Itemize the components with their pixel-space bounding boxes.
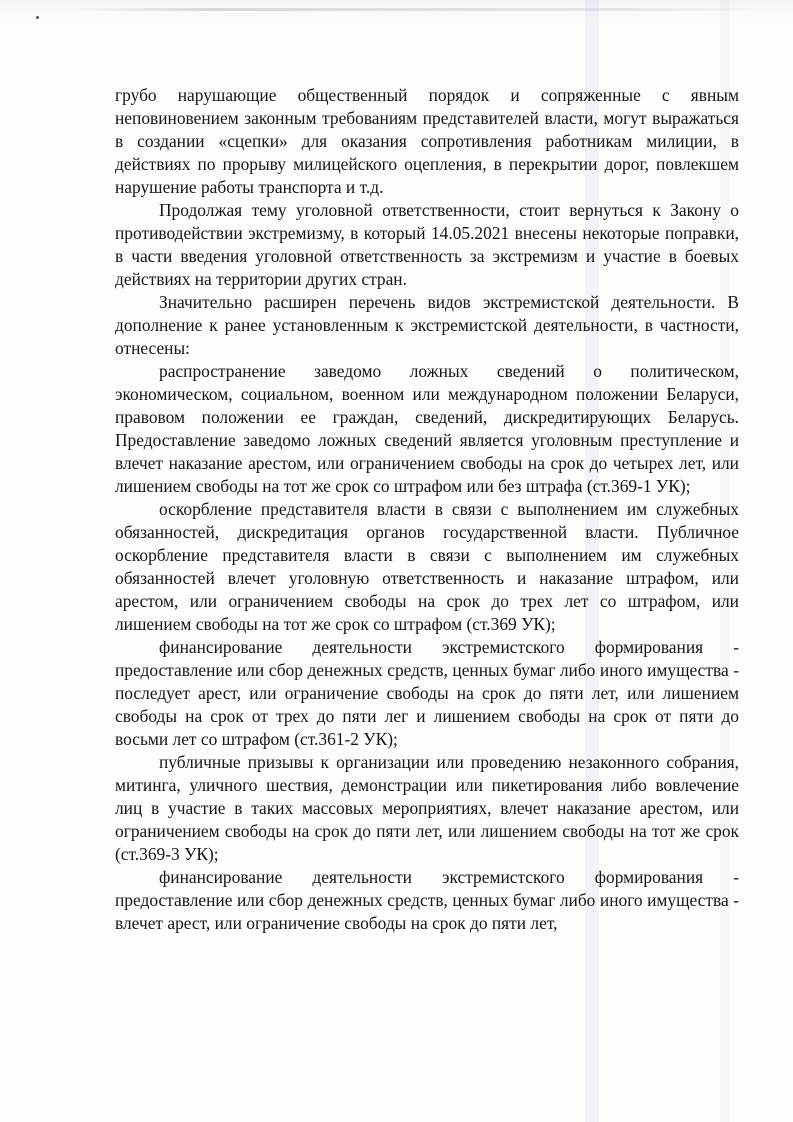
paragraph: оскорбление представителя власти в связи с выполнением им служебных обязанностей, дискредитация органов государственной власти. Публичное оскорбление представителя власти в связи с выполнением им служебных обязанностей влечет уголовную ответственность и наказание штрафом, или арестом, или ограничением свободы на срок до трех лет со штрафом, или лишением свободы на тот же срок со штрафом (ст.369 УК); <box>115 499 739 634</box>
paragraph: финансирование деятельности экстремистского формирования - предоставление или сбор денежных средств, ценных бумаг либо иного имущества - последует арест, или ограничение свободы на срок до пяти лет, или лишением свободы на срок от трех до пяти лег и лишением свободы на срок от пяти до восьми лет со штрафом (ст.361-2 УК); <box>115 637 739 749</box>
scan-speck <box>36 16 39 19</box>
paragraph: публичные призывы к организации или проведению незаконного собрания, митинга, уличного шествия, демонстрации или пикетирования либо вовлечение лиц в участие в таких массовых мероприятиях, влечет наказание арестом, или ограничением свободы на срок до пяти лет, или лишением свободы на тот же срок (ст.369-3 УК); <box>115 752 739 864</box>
paragraph: Значительно расширен перечень видов экстремистской деятельности. В дополнение к ранее установленным к экстремистской деятельности, в частности, отнесены: <box>115 292 739 358</box>
document-body <box>115 84 739 935</box>
paragraph: грубо нарушающие общественный порядок и сопряженные с явным неповиновением законным требованиям представителей власти, могут выражаться в создании «сцепки» для оказания сопротивления работникам милиции, в действиях по прорыву милицейского оцепления, в перекрытии дорог, повлекшем нарушение работы транспорта и т.д. <box>115 85 739 197</box>
scan-top-edge <box>0 0 793 26</box>
paragraph: распространение заведомо ложных сведений о политическом, экономическом, социальном, военном или международном положении Беларуси, правовом положении ее граждан, сведений, дискредитирующих Беларусь. Предоставление заведомо ложных сведений является уголовным преступление и влечет наказание арестом, или ограничением свободы на срок до четырех лет, или лишением свободы на тот же срок со штрафом или без штрафа (ст.369-1 УК); <box>115 361 739 496</box>
scan-bleed-through-line <box>70 8 770 11</box>
paragraph: финансирование деятельности экстремистского формирования - предоставление или сбор денежных средств, ценных бумаг либо иного имущества - влечет арест, или ограничение свободы на срок до пяти лет, <box>115 867 739 933</box>
paragraph: Продолжая тему уголовной ответственности, стоит вернуться к Закону о противодействии экстремизму, в который 14.05.2021 внесены некоторые поправки, в части введения уголовной ответственность за экстремизм и участие в боевых действиях на территории других стран. <box>115 200 739 289</box>
